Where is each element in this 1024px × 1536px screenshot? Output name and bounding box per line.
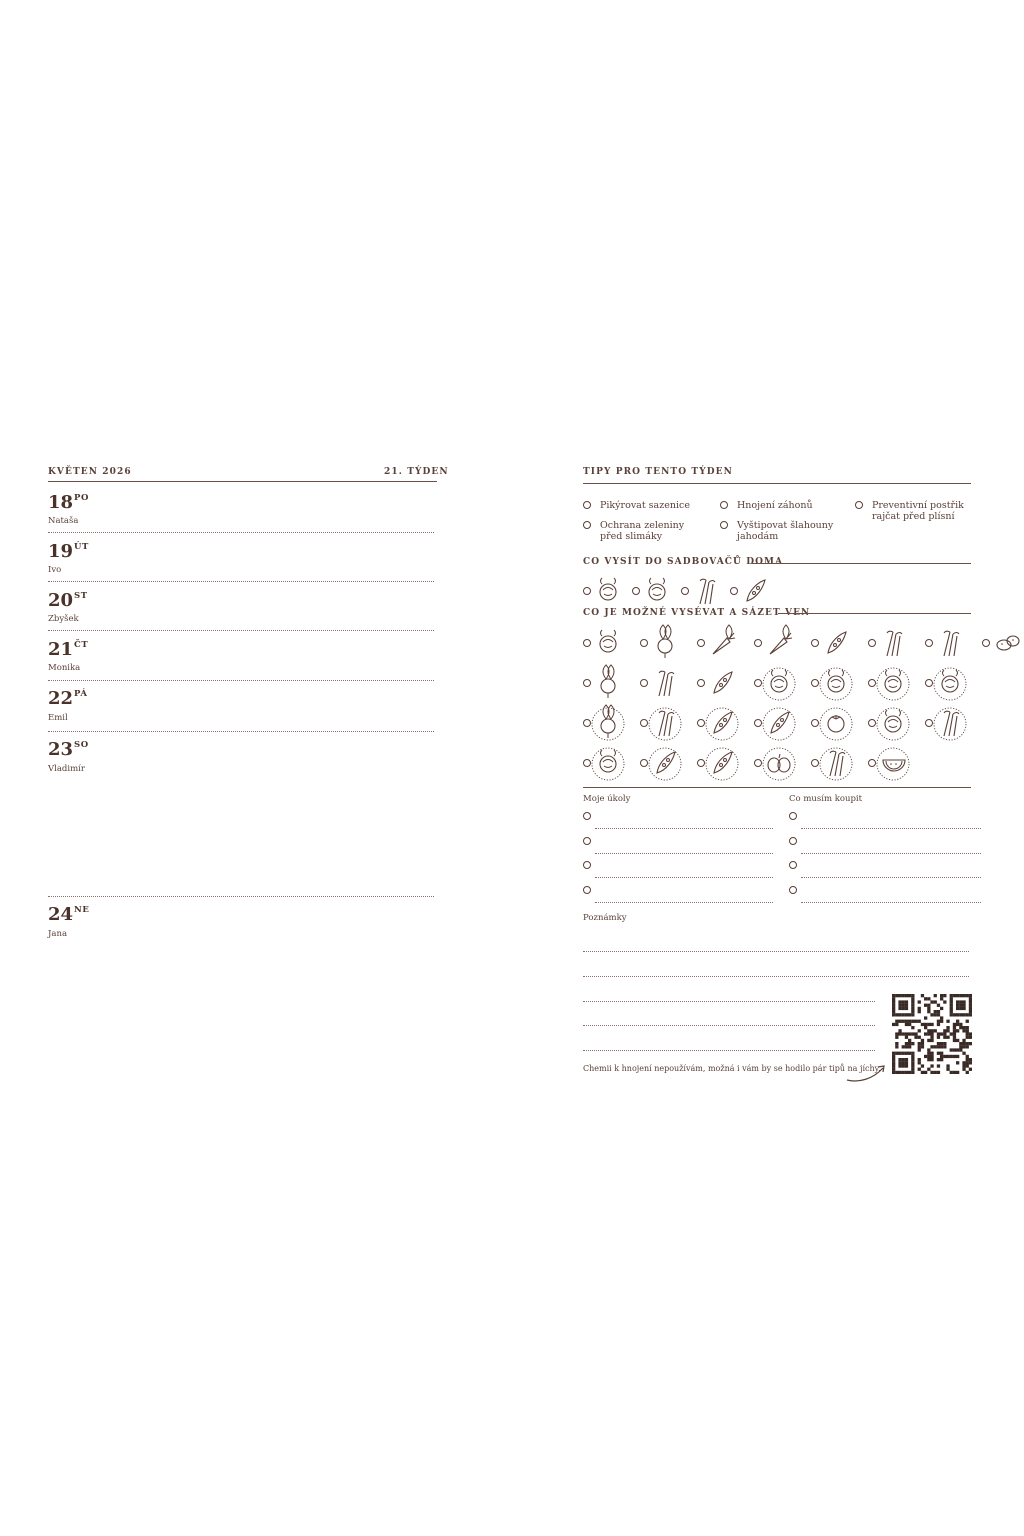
- vegetable-checkbox[interactable]: [811, 626, 851, 662]
- vegetable-checkbox[interactable]: [583, 746, 623, 782]
- tip-text: Ochrana zeleniny před slimáky: [600, 520, 685, 542]
- indoor-rule: [752, 563, 971, 564]
- day-abbr: ČT: [74, 640, 89, 650]
- vegetable-checkbox[interactable]: [868, 706, 908, 742]
- vegetable-checkbox[interactable]: [697, 626, 737, 662]
- header-rule: [48, 481, 437, 482]
- notes-line[interactable]: [583, 1001, 875, 1002]
- lists-rule: [583, 787, 971, 788]
- day-abbr: PO: [74, 493, 89, 503]
- checkbox-circle[interactable]: [697, 719, 705, 727]
- vegetable-checkbox[interactable]: [583, 666, 623, 702]
- checkbox-circle[interactable]: [982, 639, 990, 647]
- notes-line[interactable]: [583, 976, 969, 977]
- vegetable-checkbox[interactable]: [730, 574, 770, 610]
- checkbox-circle[interactable]: [754, 679, 762, 687]
- checkbox-circle[interactable]: [754, 639, 762, 647]
- checkbox-circle[interactable]: [583, 886, 591, 894]
- checkbox-circle[interactable]: [640, 679, 648, 687]
- vegetable-checkbox[interactable]: [640, 706, 680, 742]
- notes-line[interactable]: [583, 1050, 875, 1051]
- footer-note: Chemii k hnojení nepoužívám, možná i vám by se hodilo pár tipů na jíchy.: [583, 1064, 881, 1073]
- tips-rule: [583, 483, 971, 484]
- checkbox-circle[interactable]: [583, 719, 591, 727]
- checkbox-circle[interactable]: [811, 759, 819, 767]
- checkbox-circle[interactable]: [789, 886, 797, 894]
- entry-line[interactable]: [801, 828, 981, 829]
- entry-line[interactable]: [595, 902, 773, 903]
- day-number: 20: [48, 590, 74, 611]
- outdoor-title: CO JE MOŽNÉ VYSÉVAT A SÁZET VEN: [583, 608, 811, 618]
- vegetable-checkbox[interactable]: [632, 574, 672, 610]
- notes-line[interactable]: [583, 1025, 875, 1026]
- entry-line[interactable]: [595, 877, 773, 878]
- day-number: 23: [48, 739, 74, 760]
- tip-item[interactable]: [600, 520, 690, 542]
- vegetable-checkbox[interactable]: [640, 746, 680, 782]
- vegetable-checkbox[interactable]: [697, 746, 737, 782]
- vegetable-checkbox[interactable]: [811, 746, 851, 782]
- checkbox-circle[interactable]: [868, 639, 876, 647]
- day-abbr: ÚT: [74, 542, 89, 552]
- checkbox-circle[interactable]: [640, 759, 648, 767]
- outdoor-rule: [778, 613, 971, 614]
- checkbox-circle[interactable]: [583, 501, 591, 509]
- checkbox-circle[interactable]: [868, 679, 876, 687]
- day-number: 21: [48, 639, 74, 660]
- checkbox-circle[interactable]: [811, 719, 819, 727]
- week-number: 21. TÝDEN: [384, 467, 449, 477]
- tip-item[interactable]: [600, 500, 720, 511]
- entry-line[interactable]: [801, 877, 981, 878]
- day-number: 24: [48, 904, 74, 925]
- vegetable-checkbox[interactable]: [754, 706, 794, 742]
- name-day: Zbyšek: [48, 614, 79, 624]
- checkbox-circle[interactable]: [697, 759, 705, 767]
- checkbox-circle[interactable]: [583, 861, 591, 869]
- checkbox-circle[interactable]: [730, 587, 738, 595]
- checkbox-circle[interactable]: [583, 812, 591, 820]
- day-number: 19: [48, 541, 74, 562]
- checkbox-circle[interactable]: [789, 861, 797, 869]
- notes-line[interactable]: [583, 951, 969, 952]
- name-day: Emil: [48, 713, 68, 723]
- vegetable-checkbox[interactable]: [754, 626, 794, 662]
- curved-arrow-icon: [845, 1062, 889, 1084]
- name-day: Jana: [48, 929, 68, 939]
- vegetable-checkbox[interactable]: [640, 626, 680, 662]
- day-separator: [48, 532, 434, 533]
- vegetable-checkbox[interactable]: [754, 666, 794, 702]
- day-separator: [48, 731, 434, 732]
- checkbox-circle[interactable]: [583, 759, 591, 767]
- day-abbr: ST: [74, 591, 88, 601]
- checkbox-circle[interactable]: [925, 679, 933, 687]
- checkbox-circle[interactable]: [583, 587, 591, 595]
- vegetable-checkbox[interactable]: [697, 706, 737, 742]
- checkbox-circle[interactable]: [925, 719, 933, 727]
- vegetable-checkbox[interactable]: [697, 666, 737, 702]
- checkbox-circle[interactable]: [754, 719, 762, 727]
- day-abbr: PÁ: [74, 689, 88, 699]
- checkbox-circle[interactable]: [789, 812, 797, 820]
- name-day: Ivo: [48, 565, 62, 575]
- checkbox-circle[interactable]: [632, 587, 640, 595]
- vegetable-checkbox[interactable]: [868, 626, 908, 662]
- day-abbr: NE: [74, 905, 90, 915]
- vegetable-checkbox[interactable]: [925, 666, 965, 702]
- checkbox-circle[interactable]: [583, 521, 591, 529]
- checkbox-circle[interactable]: [811, 639, 819, 647]
- name-day: Nataša: [48, 516, 79, 526]
- vegetable-checkbox[interactable]: [583, 626, 623, 662]
- checkbox-circle[interactable]: [697, 679, 705, 687]
- checkbox-circle[interactable]: [583, 679, 591, 687]
- checkbox-circle[interactable]: [868, 759, 876, 767]
- tip-text: Vyštipovat šlahouny jahodám: [737, 520, 834, 542]
- day-abbr: SO: [74, 740, 89, 750]
- buy-title: Co musím koupit: [789, 794, 863, 804]
- checkbox-circle[interactable]: [754, 759, 762, 767]
- day-number: 18: [48, 492, 74, 513]
- vegetable-checkbox[interactable]: [811, 666, 851, 702]
- month-title: KVĚTEN 2026: [48, 467, 132, 477]
- checkbox-circle[interactable]: [720, 501, 728, 509]
- tip-text: Hnojení záhonů: [737, 500, 813, 511]
- name-day: Vladimír: [48, 764, 85, 774]
- vegetable-checkbox[interactable]: [583, 706, 623, 742]
- checkbox-circle[interactable]: [583, 639, 591, 647]
- tip-text: Pikýrovat sazenice: [600, 500, 690, 511]
- indoor-title: CO VYSÍT DO SADBOVAČŮ DOMA: [583, 557, 789, 567]
- day-separator: [48, 896, 434, 897]
- vegetable-checkbox[interactable]: [925, 626, 965, 662]
- vegetable-checkbox[interactable]: [982, 626, 1022, 662]
- tasks-title: Moje úkoly: [583, 794, 631, 804]
- entry-line[interactable]: [595, 828, 773, 829]
- tips-title: TIPY PRO TENTO TÝDEN: [583, 467, 733, 477]
- vegetable-checkbox[interactable]: [925, 706, 965, 742]
- day-separator: [48, 581, 434, 582]
- vegetable-checkbox[interactable]: [868, 666, 908, 702]
- qr-code-icon[interactable]: [892, 994, 972, 1074]
- checkbox-circle[interactable]: [720, 521, 728, 529]
- tip-item[interactable]: [737, 520, 837, 542]
- entry-line[interactable]: [801, 902, 981, 903]
- tip-item[interactable]: [737, 500, 852, 511]
- tip-item[interactable]: [872, 500, 972, 522]
- vegetable-checkbox[interactable]: [811, 706, 851, 742]
- checkbox-circle[interactable]: [811, 679, 819, 687]
- checkbox-circle[interactable]: [583, 837, 591, 845]
- vegetable-checkbox[interactable]: [868, 746, 908, 782]
- checkbox-circle[interactable]: [640, 719, 648, 727]
- day-separator: [48, 680, 434, 681]
- vegetable-checkbox[interactable]: [681, 574, 721, 610]
- vegetable-checkbox[interactable]: [583, 574, 623, 610]
- checkbox-circle[interactable]: [640, 639, 648, 647]
- vegetable-checkbox[interactable]: [754, 746, 794, 782]
- entry-line[interactable]: [595, 853, 773, 854]
- checkbox-circle[interactable]: [789, 837, 797, 845]
- checkbox-circle[interactable]: [925, 639, 933, 647]
- checkbox-circle[interactable]: [697, 639, 705, 647]
- checkbox-circle[interactable]: [868, 719, 876, 727]
- day-number: 22: [48, 688, 74, 709]
- tip-text: Preventivní postřik rajčat před plísní: [872, 500, 964, 522]
- checkbox-circle[interactable]: [855, 501, 863, 509]
- name-day: Monika: [48, 663, 81, 673]
- day-separator: [48, 630, 434, 631]
- checkbox-circle[interactable]: [681, 587, 689, 595]
- notes-title: Poznámky: [583, 913, 627, 923]
- vegetable-checkbox[interactable]: [640, 666, 680, 702]
- entry-line[interactable]: [801, 853, 981, 854]
